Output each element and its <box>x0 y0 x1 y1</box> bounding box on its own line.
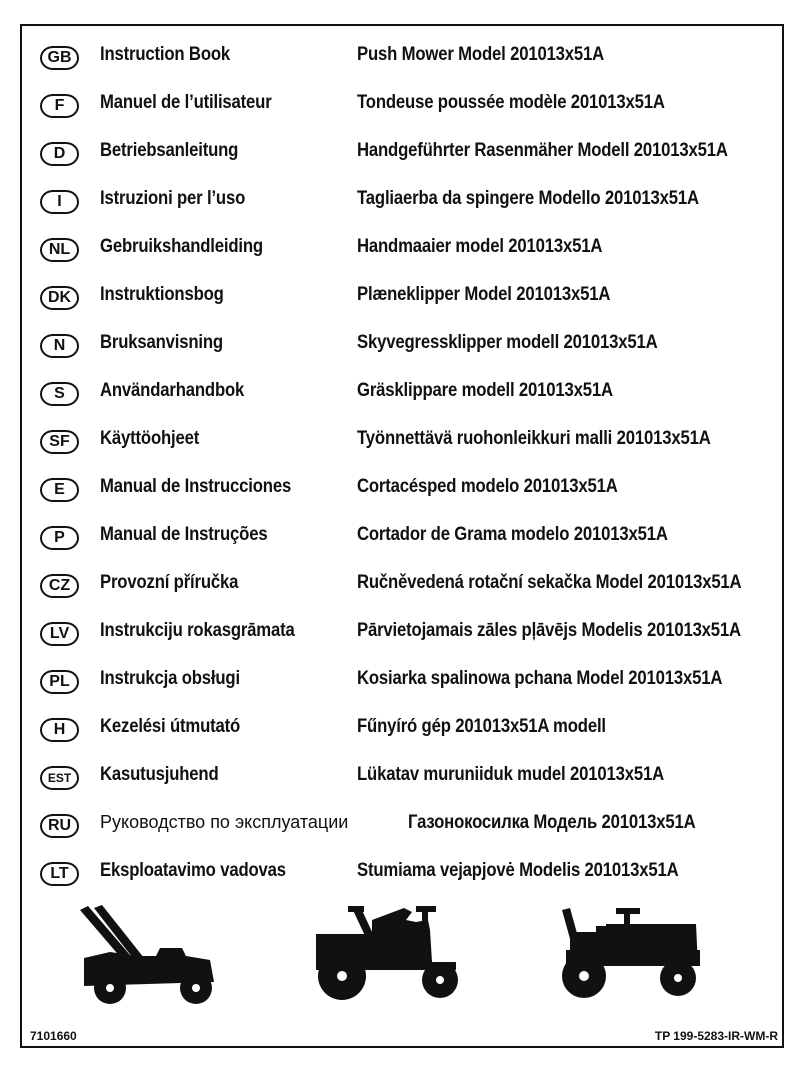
language-code-badge: LV <box>40 622 79 646</box>
product-description: Fűnyíró gép 201013x51A modell <box>357 716 606 737</box>
language-row-nl <box>0 238 808 270</box>
manual-title: Kezelési útmutató <box>100 716 241 737</box>
push-mower-icon <box>74 904 224 1006</box>
language-row-pl <box>0 670 808 702</box>
language-code-badge: F <box>40 94 79 118</box>
language-code-badge: NL <box>40 238 79 262</box>
garden-tractor-icon <box>556 904 706 1004</box>
language-code-badge: E <box>40 478 79 502</box>
product-description: Cortacésped modelo 201013x51A <box>357 476 618 497</box>
product-description: Työnnettävä ruohonleikkuri malli 201013x51A <box>357 428 711 449</box>
language-row-f <box>0 94 808 126</box>
manual-title: Руководство по эксплуатации <box>100 812 349 832</box>
product-description: Газонокосилка Модель 201013x51A <box>408 812 696 833</box>
manual-title: Instrukciju rokasgrāmata <box>100 620 295 641</box>
manual-title: Manual de Instruções <box>100 524 268 545</box>
language-code-badge: CZ <box>40 574 79 598</box>
product-description: Stumiama vejapjovė Modelis 201013x51A <box>357 860 679 881</box>
product-description: Push Mower Model 201013x51A <box>357 44 605 65</box>
product-description: Kosiarka spalinowa pchana Model 201013x51A <box>357 668 723 689</box>
manual-title: Käyttöohjeet <box>100 428 200 449</box>
product-description: Gräsklippare modell 201013x51A <box>357 380 613 401</box>
riding-mower-icon <box>312 900 462 1006</box>
manual-title: Instruktionsbog <box>100 284 224 305</box>
language-row-lt <box>0 862 808 894</box>
manual-title: Manuel de l’utilisateur <box>100 92 272 113</box>
manual-title: Instrukcja obsługi <box>100 668 240 689</box>
product-description: Tondeuse poussée modèle 201013x51A <box>357 92 665 113</box>
manual-title: Användarhandbok <box>100 380 245 401</box>
language-code-badge: N <box>40 334 79 358</box>
form-code: TP 199-5283-IR-WM-R <box>654 1029 778 1043</box>
manual-title: Eksploatavimo vadovas <box>100 860 286 881</box>
manual-title: Istruzioni per l’uso <box>100 188 246 209</box>
language-row-cz <box>0 574 808 606</box>
language-row-d <box>0 142 808 174</box>
product-description: Pārvietojamais zāles pļāvējs Modelis 201013x51A <box>357 620 741 641</box>
language-code-badge: H <box>40 718 79 742</box>
manual-title: Manual de Instrucciones <box>100 476 292 497</box>
language-code-badge: EST <box>40 766 79 790</box>
language-row-n <box>0 334 808 366</box>
product-description: Plæneklipper Model 201013x51A <box>357 284 611 305</box>
manual-title: Bruksanvisning <box>100 332 223 353</box>
language-code-badge: GB <box>40 46 79 70</box>
document-number: 7101660 <box>30 1029 77 1043</box>
language-row-lv <box>0 622 808 654</box>
language-row-e <box>0 478 808 510</box>
product-description: Handgeführter Rasenmäher Modell 201013x51A <box>357 140 728 161</box>
product-description: Ručněvedená rotační sekačka Model 201013x51A <box>357 572 742 593</box>
language-code-badge: P <box>40 526 79 550</box>
language-code-badge: PL <box>40 670 79 694</box>
language-code-badge: I <box>40 190 79 214</box>
product-description: Lükatav muruniiduk mudel 201013x51A <box>357 764 665 785</box>
language-code-badge: RU <box>40 814 79 838</box>
language-row-ru <box>0 814 808 846</box>
language-row-s <box>0 382 808 414</box>
language-row-sf <box>0 430 808 462</box>
language-code-badge: SF <box>40 430 79 454</box>
language-row-gb <box>0 46 808 78</box>
manual-title: Gebruikshandleiding <box>100 236 263 257</box>
language-row-est <box>0 766 808 798</box>
product-description: Handmaaier model 201013x51A <box>357 236 603 257</box>
language-row-p <box>0 526 808 558</box>
manual-title: Instruction Book <box>100 44 231 65</box>
product-description: Tagliaerba da spingere Modello 201013x51A <box>357 188 699 209</box>
language-code-badge: LT <box>40 862 79 886</box>
manual-title: Kasutusjuhend <box>100 764 219 785</box>
manual-title: Betriebsanleitung <box>100 140 239 161</box>
language-code-badge: DK <box>40 286 79 310</box>
manual-title: Provozní příručka <box>100 572 239 593</box>
language-code-badge: D <box>40 142 79 166</box>
language-row-i <box>0 190 808 222</box>
product-description: Skyvegressklipper modell 201013x51A <box>357 332 658 353</box>
product-description: Cortador de Grama modelo 201013x51A <box>357 524 668 545</box>
language-row-h <box>0 718 808 750</box>
language-code-badge: S <box>40 382 79 406</box>
language-row-dk <box>0 286 808 318</box>
